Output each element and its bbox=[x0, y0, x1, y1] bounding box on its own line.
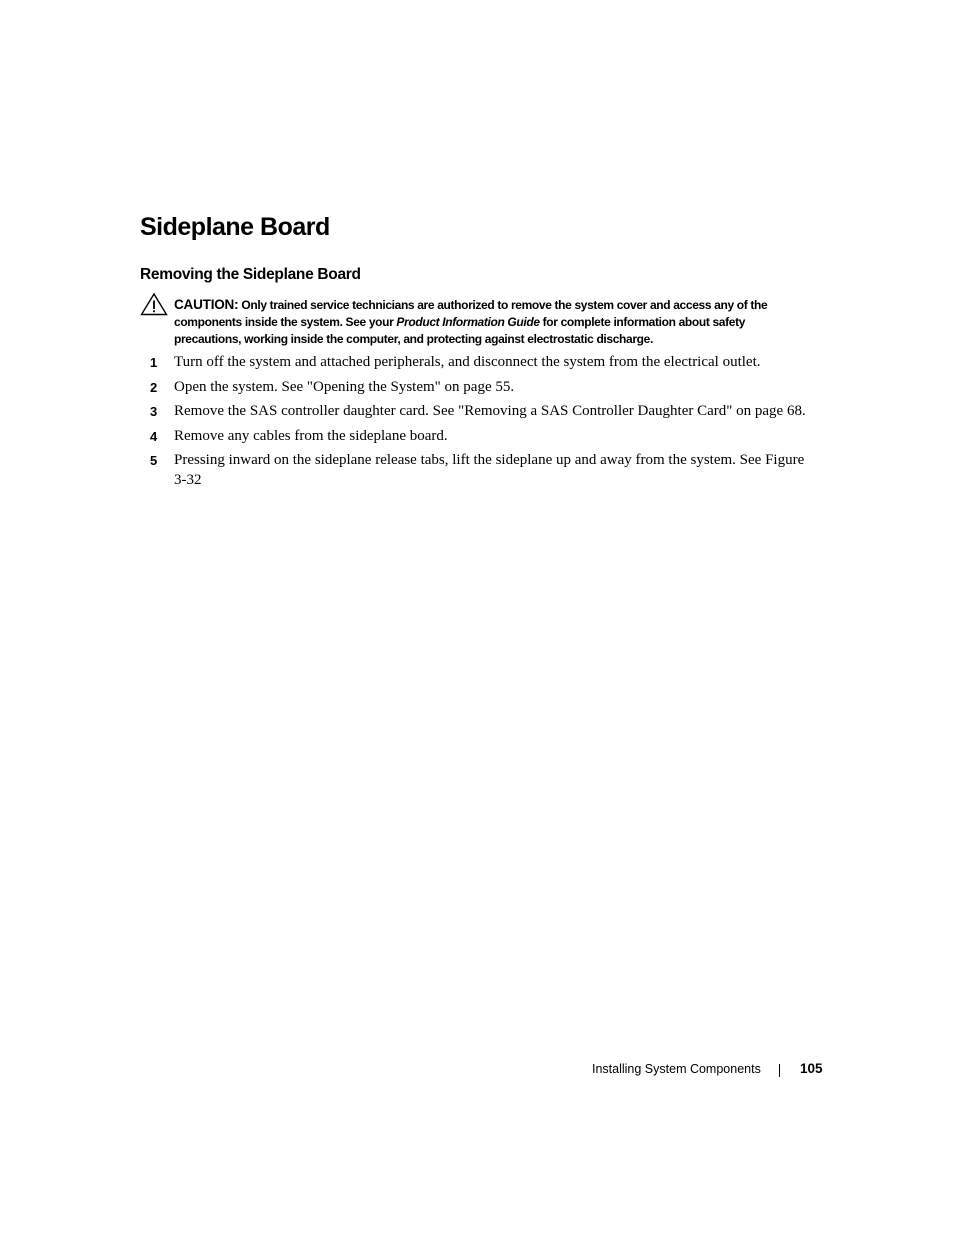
step-4 bbox=[150, 427, 810, 447]
step-3 bbox=[150, 402, 810, 422]
footer-section-title: Installing System Components bbox=[592, 1062, 761, 1076]
step-2 bbox=[150, 378, 810, 398]
step-text: Remove the SAS controller daughter card. See "Removing a SAS Controller Daughter Card" on page 68. bbox=[174, 403, 806, 419]
step-number: 3 bbox=[150, 404, 158, 419]
step-1 bbox=[150, 353, 810, 373]
section-heading: Removing the Sideplane Board bbox=[140, 266, 361, 283]
caution-line-2 bbox=[174, 314, 814, 331]
caution-text-2b: for complete information about safety bbox=[542, 315, 746, 329]
step-number: 2 bbox=[150, 379, 158, 395]
caution-text-1: Only trained service technicians are authorized to remove the system cover and access any of the bbox=[241, 298, 768, 312]
step-text: Remove any cables from the sideplane board. bbox=[174, 427, 448, 444]
caution-label: CAUTION: bbox=[174, 297, 239, 312]
product-information-guide-reference: Product Information Guide bbox=[396, 315, 540, 329]
caution-notice bbox=[174, 296, 814, 348]
step-number: 5 bbox=[150, 453, 158, 468]
warning-triangle-icon bbox=[140, 292, 168, 316]
page-number: 105 bbox=[800, 1061, 823, 1076]
footer-divider bbox=[779, 1064, 780, 1077]
step-text: Pressing inward on the sideplane release tabs, lift the sideplane up and away from the system. See Figure 3-32 bbox=[174, 452, 805, 488]
caution-line-1 bbox=[174, 296, 814, 314]
caution-line-3: precautions, working inside the computer, and protecting against electrostatic discharge. bbox=[174, 332, 653, 346]
step-number: 4 bbox=[150, 428, 158, 444]
step-text: Open the system. See "Opening the System" on page 55. bbox=[174, 378, 515, 395]
removal-steps-list bbox=[150, 353, 810, 495]
step-text: Turn off the system and attached peripherals, and disconnect the system from the electrical outlet. bbox=[174, 354, 761, 370]
page-title: Sideplane Board bbox=[140, 213, 330, 241]
step-number: 1 bbox=[150, 355, 158, 370]
step-5 bbox=[150, 451, 810, 490]
caution-text-2a: components inside the system. See your bbox=[174, 315, 394, 329]
